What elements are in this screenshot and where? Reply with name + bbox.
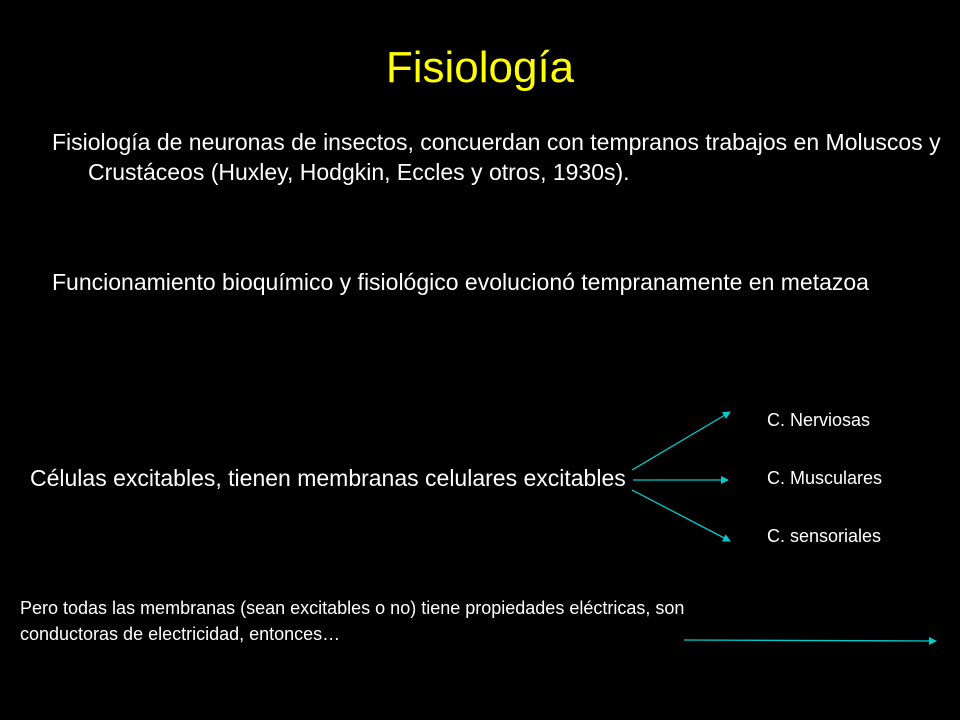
arrow-to-nerviosas	[632, 412, 730, 470]
cell-type-musculares: C. Musculares	[767, 468, 883, 488]
bullet-metazoa-evolution: Funcionamiento bioquímico y fisiológico evolucionó tempranamente en metazoa	[52, 269, 869, 295]
cell-type-nerviosas: C. Nerviosas	[767, 410, 871, 430]
bullet-insect-neurons: Fisiología de neuronas de insectos, concuerdan con tempranos trabajos en Moluscos y Crustáceos (Huxley, Hodgkin, Eccles y otros, 1930s).	[52, 129, 941, 185]
slide-title: Fisiología	[385, 43, 575, 92]
membrane-properties-note: Pero todas las membranas (sean excitables o no) tiene propiedades eléctricas, son conductoras de electricidad, entonces…	[20, 598, 685, 644]
arrow-to-sensoriales	[632, 490, 730, 541]
excitable-cells-text: Células excitables, tienen membranas celulares excitables	[30, 465, 626, 491]
cell-type-sensoriales: C. sensoriales	[767, 526, 882, 546]
